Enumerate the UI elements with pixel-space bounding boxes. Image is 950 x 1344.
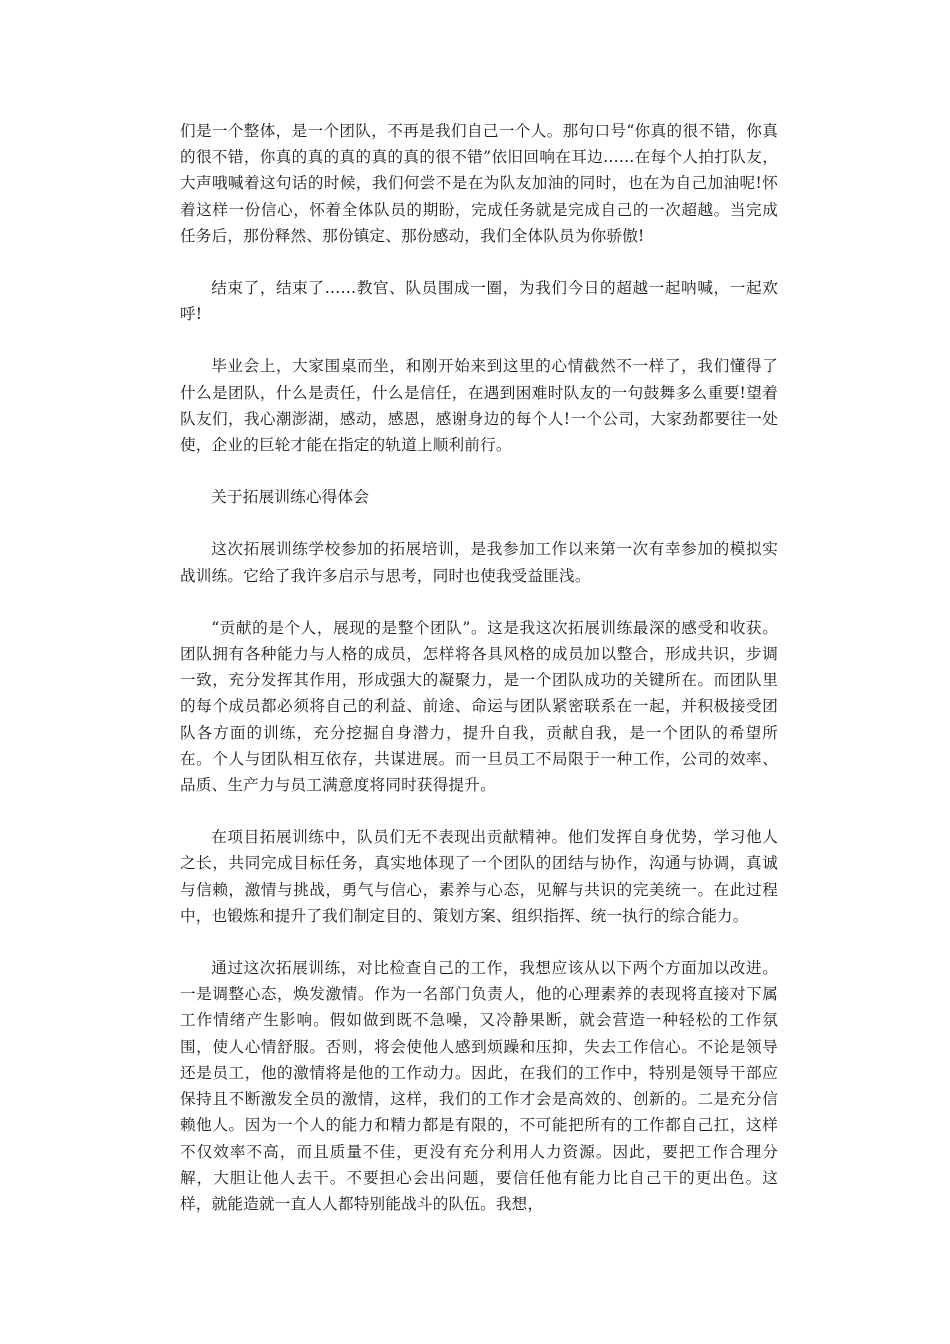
paragraph-ending-cheer: 结束了，结束了……教官、队员围成一圈，为我们今日的超越一起呐喊，一起欢呼! bbox=[180, 279, 778, 324]
document-page bbox=[180, 118, 778, 1243]
paragraph-project-training: 在项目拓展训练中，队员们无不表现出贡献精神。他们发挥自身优势，学习他人之长，共同完成目标任务，真实地体现了一个团队的团结与协作，沟通与协调，真诚与信赖，激情与挑战，勇气与信心，素养与心态，见解与共识的完美统一。在此过程中，也锻炼和提升了我们制定目的、策划方案、组织指挥、统一执行的综合能力。 bbox=[180, 828, 778, 925]
section-heading: 关于拓展训练心得体会 bbox=[211, 488, 370, 507]
paragraph-training-intro: 这次拓展训练学校参加的拓展培训，是我参加工作以来第一次有幸参加的模拟实战训练。它给了我许多启示与思考，同时也使我受益匪浅。 bbox=[180, 540, 778, 585]
paragraph-graduation-meeting: 毕业会上，大家围桌而坐，和刚开始来到这里的心情截然不一样了，我们懂得了什么是团队，什么是责任，什么是信任，在遇到困难时队友的一句鼓舞多么重要!望着队友们，我心潮澎湖，感动，感恩，感谢身边的每个人!一个公司，大家劲都要往一处使，企业的巨轮才能在指定的轨道上顺利前行。 bbox=[180, 357, 778, 455]
paragraph-team-whole: 们是一个整体，是一个团队，不再是我们自己一个人。那句口号“你真的很不错，你真的很不错，你真的真的真的真的真的很不错”依旧回响在耳边…...在每个人拍打队友，大声哦喊着这句话的时候，我们何尝不是在为队友加油的同时，也在为自己加油呢!怀着这样一份信心，怀着全体队员的期盼，完成任务就是完成自己的一次超越。当完成任务后，那份释然、那份镇定、那份感动，我们全体队员为你骄傲! bbox=[180, 122, 778, 245]
paragraph-improvement: 通过这次拓展训练，对比检查自己的工作，我想应该从以下两个方面加以改进。一是调整心态，焕发激情。作为一名部门负责人，他的心理素养的表现将直接对下属工作情绪产生影响。假如做到既不急噪，又冷静果断，就会营造一种轻松的工作氛围，使人心情舒服。否则，将会使他人感到烦躁和压抑，失去工作信心。不论是领导还是员工，他的激情将是他的工作动力。因此，在我们的工作中，特别是领导干部应保持且不断激发全员的激情，这样，我们的工作才会是高效的、创新的。二是充分信赖他人。因为一个人的能力和精力都是有限的，不可能把所有的工作都自己扛，这样不仅效率不高，而且质量不佳，更没有充分利用人力资源。因此，要把工作合理分解，大胆让他人去干。不要担心会出问题，要信任他有能力比自己干的更出色。这样，就能造就一直人人都特别能战斗的队伍。我想， bbox=[180, 959, 778, 1213]
paragraph-contribution: “贡献的是个人，展现的是整个团队”。这是我这次拓展训练最深的感受和收获。团队拥有各种能力与人格的成员，怎样将各具风格的成员加以整合，形成共识，步调一致，充分发挥其作用，形成强大的凝聚力，是一个团队成功的关键所在。而团队里的每个成员都必须将自己的利益、前途、命运与团队紧密联系在一起，并积极接受团队各方面的训练，充分挖掘自身潜力，提升自我，贡献自我，是一个团队的希望所在。个人与团队相互依存，共谋进展。而一旦员工不局限于一种工作，公司的效率、品质、生产力与员工满意度将同时获得提升。 bbox=[180, 618, 778, 795]
